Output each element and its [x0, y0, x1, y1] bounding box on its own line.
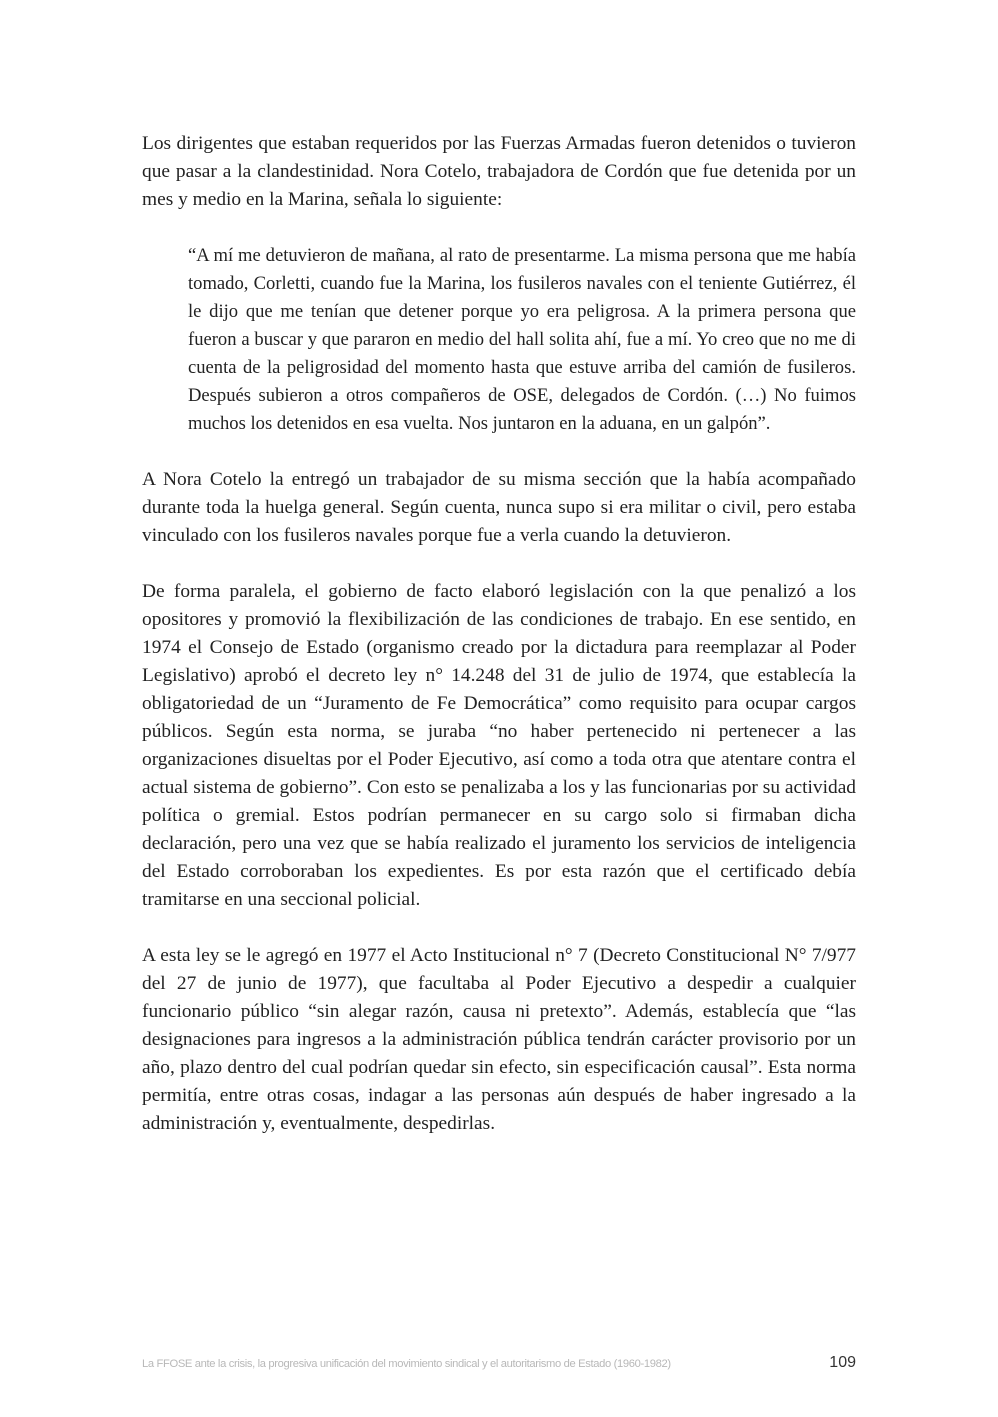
page-body: [142, 130, 856, 1138]
running-title: La FFOSE ante la crisis, la progresiva unificación del movimiento sindical y el autoritarismo de Estado (1960-1982): [142, 1358, 671, 1370]
body-paragraph-4: A esta ley se le agregó en 1977 el Acto Institucional n° 7 (Decreto Constitucional N° 7/977 del 27 de junio de 1977), que facultaba al Poder Ejecutivo a despedir a cualquier funcionario público “sin alegar razón, causa ni pretexto”. Además, establecía que “las designaciones para ingresos a la administración pública tendrán carácter provisorio por un año, plazo dentro del cual podrían quedar sin efecto, sin especificación causal”. Esta norma permitía, entre otras cosas, indagar a las personas aún después de haber ingresado a la administración y, eventualmente, despedirlas.: [142, 945, 856, 1134]
body-paragraph-1: Los dirigentes que estaban requeridos por las Fuerzas Armadas fueron detenidos o tuvieron que pasar a la clandestinidad. Nora Cotelo, trabajadora de Cordón que fue detenida por un mes y medio en la Marina, señala lo siguiente:: [142, 133, 856, 210]
body-paragraph-2: A Nora Cotelo la entregó un trabajador de su misma sección que la había acompañado durante toda la huelga general. Según cuenta, nunca supo si era militar o civil, pero estaba vinculado con los fusileros navales porque fue a verla cuando la detuvieron.: [142, 469, 856, 546]
body-paragraph-3: De forma paralela, el gobierno de facto elaboró legislación con la que penalizó a los opositores y promovió la flexibilización de las condiciones de trabajo. En ese sentido, en 1974 el Consejo de Estado (organismo creado por la dictadura para reemplazar al Poder Legislativo) aprobó el decreto ley n° 14.248 del 31 de julio de 1974, que establecía la obligatoriedad de un “Juramento de Fe Democrática” como requisito para ocupar cargos públicos. Según esta norma, se juraba “no haber pertenecido ni pertenecer a las organizaciones disueltas por el Poder Ejecutivo, así como a toda otra que atentare contra el actual sistema de gobierno”. Con esto se penalizaba a los y las funcionarias por su actividad política o gremial. Estos podrían permanecer en su cargo solo si firmaban dicha declaración, pero una vez que se había realizado el juramento los servicios de inteligencia del Estado corroboraban los expedientes. Es por esta razón que el certificado debía tramitarse en una seccional policial.: [142, 581, 856, 910]
page-footer: [142, 1354, 856, 1376]
testimony-quote: “A mí me detuvieron de mañana, al rato de presentarme. La misma persona que me había tomado, Corletti, cuando fue la Marina, los fusileros navales con el teniente Gutiérrez, él le dijo que me tenían que detener porque yo era peligrosa. A la primera persona que fueron a buscar y que pararon en medio del hall solita ahí, fue a mí. Yo creo que no me di cuenta de la peligrosidad del momento hasta que estuve arriba del camión de fusileros. Después subieron a otros compañeros de OSE, delegados de Cordón. (…) No fuimos muchos los detenidos en esa vuelta. Nos juntaron en la aduana, en un galpón”.: [188, 245, 856, 434]
page-number: 109: [829, 1354, 856, 1371]
